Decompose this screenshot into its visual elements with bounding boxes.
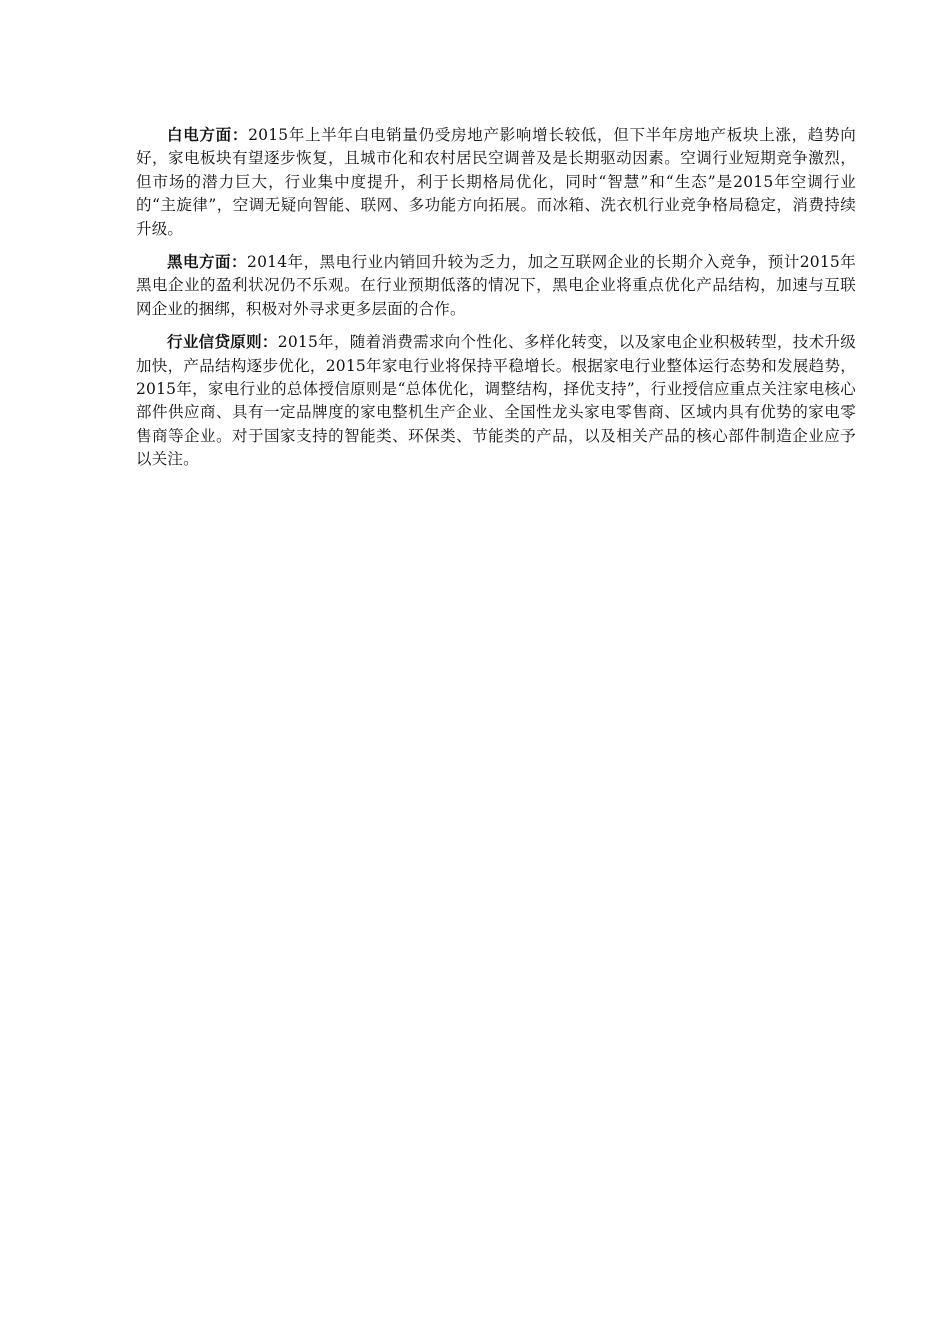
paragraph-lead: 行业信贷原则： bbox=[167, 332, 278, 352]
paragraph-text: 2015年，随着消费需求向个性化、多样化转变，以及家电企业积极转型，技术升级加快，产品结构逐步优化，2015年家电行业将保持平稳增长。根据家电行业整体运行态势和发展趋势，2015年，家电行业的总体授信原则是“总体优化，调整结构，择优支持”，行业授信应重点关注家电核心部件供应商、具有一定品牌度的家电整机生产企业、全国性龙头家电零售商、区域内具有优势的家电零售商等企业。对于国家支持的智能类、环保类、节能类的产品，以及相关产品的核心部件制造企业应予以关注。 bbox=[136, 333, 856, 469]
paragraph-black-appliances bbox=[136, 250, 856, 321]
paragraph-lead: 黑电方面： bbox=[167, 252, 248, 272]
paragraph-white-appliances bbox=[136, 123, 856, 241]
document-body bbox=[136, 123, 856, 481]
paragraph-text: 2014年，黑电行业内销回升较为乏力，加之互联网企业的长期介入竞争，预计2015年黑电企业的盈利状况仍不乐观。在行业预期低落的情况下，黑电企业将重点优化产品结构，加速与互联网企业的捆绑，积极对外寻求更多层面的合作。 bbox=[136, 253, 856, 318]
paragraph-text: 2015年上半年白电销量仍受房地产影响增长较低，但下半年房地产板块上涨，趋势向好，家电板块有望逐步恢复，且城市化和农村居民空调普及是长期驱动因素。空调行业短期竞争激烈，但市场的潜力巨大，行业集中度提升，利于长期格局优化，同时“智慧”和“生态”是2015年空调行业的“主旋律”，空调无疑向智能、联网、多功能方向拓展。而冰箱、洗衣机行业竞争格局稳定，消费持续升级。 bbox=[136, 126, 856, 238]
paragraph-lead: 白电方面： bbox=[167, 125, 249, 144]
paragraph-credit-principles bbox=[136, 330, 856, 471]
